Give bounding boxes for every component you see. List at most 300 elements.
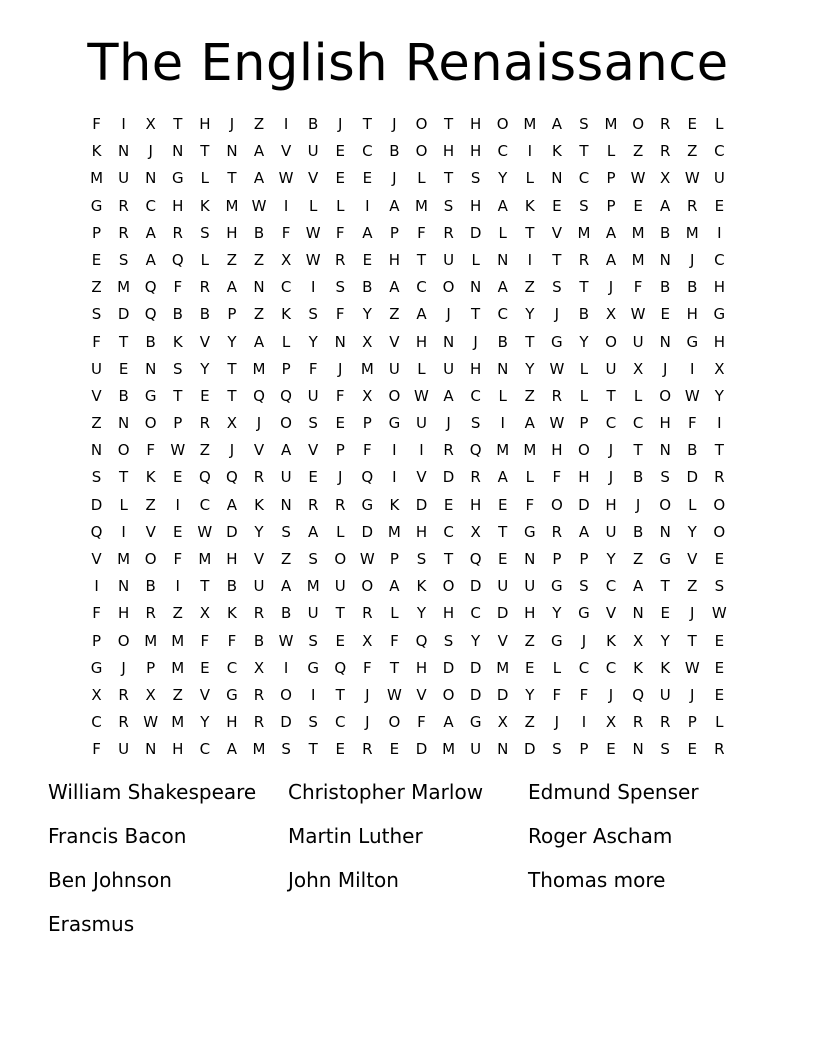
grid-letter: I xyxy=(581,713,587,732)
grid-letter: H xyxy=(442,142,455,161)
grid-letter: F xyxy=(173,278,183,297)
grid-letter: Y xyxy=(362,305,372,324)
grid-letter: W xyxy=(359,550,375,568)
grid-letter: O xyxy=(117,441,130,460)
grid-letter: H xyxy=(713,332,725,351)
grid-letter: M xyxy=(442,740,456,759)
grid-letter: C xyxy=(416,278,427,297)
grid-letter: F xyxy=(552,685,562,704)
grid-letter: Q xyxy=(226,468,238,487)
grid-letter: J xyxy=(690,685,695,704)
word-list-item: John Milton xyxy=(288,868,399,892)
grid-letter: J xyxy=(581,631,587,650)
grid-letter: Z xyxy=(389,305,400,324)
grid-letter: R xyxy=(659,713,671,732)
grid-letter: O xyxy=(144,414,157,433)
grid-letter: N xyxy=(497,359,509,378)
grid-row xyxy=(83,546,733,573)
grid-letter: F xyxy=(363,441,372,460)
grid-letter: Y xyxy=(660,631,670,650)
grid-letter: F xyxy=(417,713,426,732)
word-list xyxy=(48,772,768,948)
grid-letter: Y xyxy=(498,169,508,188)
grid-letter: O xyxy=(659,495,672,514)
grid-letter: J xyxy=(446,414,451,433)
grid-letter: A xyxy=(497,278,508,297)
grid-letter: V xyxy=(280,142,292,161)
grid-letter: D xyxy=(415,740,428,759)
grid-letter: O xyxy=(415,142,428,161)
grid-row xyxy=(83,519,733,546)
grid-letter: R xyxy=(199,414,211,433)
grid-letter: P xyxy=(362,414,372,433)
grid-letter: I xyxy=(419,441,424,460)
grid-letter: V xyxy=(308,441,319,460)
grid-letter: X xyxy=(714,359,725,378)
grid-letter: U xyxy=(443,250,455,269)
grid-letter: H xyxy=(117,604,130,623)
grid-letter: J xyxy=(635,495,641,514)
grid-letter: G xyxy=(307,658,319,677)
grid-letter: T xyxy=(443,169,454,188)
grid-letter: H xyxy=(469,359,482,378)
grid-letter: T xyxy=(335,604,345,623)
grid-letter: E xyxy=(687,740,697,759)
grid-letter: O xyxy=(388,386,401,405)
grid-letter: R xyxy=(335,495,346,514)
grid-letter: P xyxy=(606,196,616,215)
grid-letter: B xyxy=(253,223,265,242)
grid-letter: M xyxy=(415,196,428,215)
grid-letter: R xyxy=(335,250,346,269)
grid-letter: U xyxy=(280,468,292,487)
grid-letter: F xyxy=(579,685,589,704)
grid-letter: P xyxy=(146,658,156,677)
grid-letter: N xyxy=(659,522,671,541)
grid-letter: E xyxy=(714,196,725,215)
grid-letter: T xyxy=(200,142,210,161)
grid-letter: W xyxy=(684,658,700,677)
grid-letter: H xyxy=(524,604,536,623)
grid-letter: F xyxy=(92,604,101,623)
grid-letter: R xyxy=(118,196,129,215)
grid-letter: Y xyxy=(579,332,589,351)
grid-letter: A xyxy=(226,740,238,759)
grid-letter: G xyxy=(551,577,563,596)
grid-letter: U xyxy=(470,740,482,759)
grid-letter: X xyxy=(280,250,292,269)
grid-letter: D xyxy=(578,495,590,514)
grid-letter: R xyxy=(118,713,129,732)
grid-letter: M xyxy=(577,223,591,242)
grid-letter: A xyxy=(443,713,454,732)
word-list-item: Christopher Marlow xyxy=(288,780,484,804)
grid-letter: E xyxy=(173,468,183,487)
grid-letter: V xyxy=(416,685,427,704)
grid-letter: B xyxy=(660,223,671,242)
grid-letter: D xyxy=(226,522,238,541)
grid-letter: T xyxy=(416,250,427,269)
grid-letter: A xyxy=(280,577,292,596)
grid-letter: A xyxy=(389,278,400,297)
grid-letter: Z xyxy=(226,250,238,269)
grid-letter: A xyxy=(660,196,671,215)
grid-letter: X xyxy=(470,522,481,541)
grid-letter: R xyxy=(172,223,183,242)
grid-letter: A xyxy=(551,115,562,133)
grid-letter: E xyxy=(91,250,102,269)
grid-letter: Z xyxy=(687,142,698,161)
grid-letter: N xyxy=(172,142,184,161)
grid-letter: S xyxy=(660,468,670,487)
grid-letter: W xyxy=(386,685,402,704)
grid-letter: L xyxy=(579,359,589,378)
grid-letter: J xyxy=(690,250,695,269)
grid-letter: Y xyxy=(525,359,535,378)
grid-letter: O xyxy=(280,685,292,704)
grid-letter: J xyxy=(229,115,235,133)
grid-letter: P xyxy=(281,359,291,378)
grid-letter: C xyxy=(335,713,346,732)
grid-letter: R xyxy=(253,713,265,732)
grid-letter: R xyxy=(659,115,671,133)
grid-letter: U xyxy=(253,577,265,596)
grid-letter: O xyxy=(632,115,644,133)
grid-letter: O xyxy=(442,278,455,297)
grid-letter: N xyxy=(632,740,644,759)
grid-letter: T xyxy=(633,441,643,460)
grid-letter: Z xyxy=(632,142,644,161)
grid-letter: H xyxy=(469,495,482,514)
grid-letter: F xyxy=(552,468,562,487)
grid-letter: R xyxy=(714,740,725,759)
grid-letter: V xyxy=(253,441,265,460)
word-search-grid xyxy=(83,111,733,764)
grid-letter: E xyxy=(200,386,210,405)
grid-letter: T xyxy=(335,685,345,704)
grid-letter: B xyxy=(308,115,319,133)
grid-letter: L xyxy=(579,386,589,405)
grid-letter: R xyxy=(118,223,129,242)
grid-letter: J xyxy=(392,169,397,188)
grid-row xyxy=(83,329,733,356)
grid-letter: Z xyxy=(632,550,644,568)
grid-letter: I xyxy=(283,196,289,215)
grid-letter: M xyxy=(117,550,131,568)
grid-letter: A xyxy=(632,577,644,596)
grid-letter: A xyxy=(226,495,238,514)
grid-row xyxy=(83,111,733,138)
grid-letter: J xyxy=(338,468,343,487)
grid-letter: U xyxy=(415,414,427,433)
grid-letter: H xyxy=(578,468,590,487)
grid-letter: C xyxy=(443,522,454,541)
grid-letter: V xyxy=(91,550,102,568)
grid-letter: L xyxy=(336,522,345,541)
grid-letter: E xyxy=(714,658,725,677)
grid-letter: H xyxy=(659,414,671,433)
grid-letter: Q xyxy=(280,386,292,405)
grid-letter: Q xyxy=(469,441,482,460)
grid-letter: M xyxy=(387,522,401,541)
grid-letter: R xyxy=(253,468,265,487)
grid-letter: Q xyxy=(253,386,265,405)
grid-letter: L xyxy=(119,495,128,514)
grid-row xyxy=(83,138,733,165)
grid-letter: X xyxy=(605,305,617,324)
grid-letter: R xyxy=(578,250,590,269)
grid-letter: M xyxy=(496,658,510,677)
grid-letter: M xyxy=(171,658,185,677)
grid-letter: A xyxy=(253,169,265,188)
grid-letter: Y xyxy=(525,305,535,324)
grid-letter: O xyxy=(388,713,401,732)
grid-letter: H xyxy=(551,441,563,460)
grid-letter: S xyxy=(308,550,318,568)
grid-letter: U xyxy=(388,359,400,378)
grid-letter: V xyxy=(308,169,319,188)
grid-letter: M xyxy=(117,278,131,297)
grid-letter: V xyxy=(253,550,265,568)
grid-letter: J xyxy=(446,305,451,324)
grid-letter: O xyxy=(713,495,726,514)
grid-letter: S xyxy=(308,305,318,324)
grid-letter: S xyxy=(281,740,291,759)
grid-letter: W xyxy=(251,196,267,215)
grid-letter: N xyxy=(280,495,292,514)
grid-letter: Y xyxy=(227,332,237,351)
grid-letter: T xyxy=(687,631,697,650)
grid-letter: E xyxy=(362,169,373,188)
grid-letter: Z xyxy=(687,577,698,596)
grid-letter: D xyxy=(524,740,536,759)
grid-letter: J xyxy=(662,359,668,378)
grid-letter: N xyxy=(659,250,671,269)
grid-letter: D xyxy=(469,577,482,596)
grid-letter: E xyxy=(335,142,345,161)
grid-letter: M xyxy=(631,223,645,242)
grid-row xyxy=(83,356,733,383)
grid-letter: E xyxy=(660,604,670,623)
grid-letter: A xyxy=(362,223,373,242)
grid-letter: B xyxy=(226,577,238,596)
grid-letter: R xyxy=(145,604,156,623)
grid-row xyxy=(83,492,733,519)
grid-letter: C xyxy=(605,658,617,677)
grid-letter: T xyxy=(443,550,454,568)
grid-letter: Q xyxy=(144,278,157,297)
grid-row xyxy=(83,247,733,274)
grid-letter: B xyxy=(578,305,590,324)
grid-letter: Y xyxy=(308,332,318,351)
grid-letter: L xyxy=(552,658,562,677)
grid-letter: N xyxy=(145,740,157,759)
grid-letter: N xyxy=(551,169,563,188)
grid-letter: G xyxy=(469,713,482,732)
grid-letter: X xyxy=(226,414,238,433)
grid-letter: R xyxy=(470,468,481,487)
grid-row xyxy=(83,573,733,600)
grid-letter: N xyxy=(145,169,157,188)
grid-letter: O xyxy=(415,115,428,133)
grid-letter: P xyxy=(227,305,237,324)
grid-letter: B xyxy=(253,631,265,650)
grid-letter: Q xyxy=(198,468,211,487)
grid-letter: V xyxy=(551,223,562,242)
grid-letter: I xyxy=(392,441,397,460)
grid-letter: F xyxy=(687,414,697,433)
grid-letter: C xyxy=(91,713,102,732)
grid-letter: M xyxy=(171,631,185,650)
grid-letter: W xyxy=(170,441,186,460)
grid-letter: V xyxy=(199,332,210,351)
grid-letter: G xyxy=(171,169,184,188)
grid-letter: H xyxy=(442,604,455,623)
grid-letter: M xyxy=(631,250,645,269)
grid-letter: L xyxy=(606,142,616,161)
grid-letter: Y xyxy=(416,604,427,623)
grid-letter: D xyxy=(686,468,699,487)
grid-letter: B xyxy=(362,278,373,297)
grid-letter: E xyxy=(714,685,725,704)
grid-letter: V xyxy=(91,386,102,405)
grid-letter: R xyxy=(714,468,725,487)
grid-letter: A xyxy=(605,250,617,269)
grid-letter: M xyxy=(90,169,104,188)
word-list-item: Thomas more xyxy=(528,868,666,892)
grid-letter: C xyxy=(199,740,211,759)
grid-letter: Z xyxy=(524,713,535,732)
page-title: The English Renaissance xyxy=(87,34,729,93)
grid-letter: W xyxy=(143,713,159,732)
grid-letter: Z xyxy=(280,550,292,568)
grid-letter: A xyxy=(605,223,617,242)
grid-letter: E xyxy=(118,359,129,378)
grid-letter: G xyxy=(361,495,374,514)
grid-letter: Z xyxy=(172,685,183,704)
grid-letter: D xyxy=(469,685,482,704)
word-list-item: Edmund Spenser xyxy=(528,780,699,804)
grid-letter: G xyxy=(226,685,238,704)
grid-letter: Q xyxy=(361,468,374,487)
grid-letter: W xyxy=(630,305,646,324)
grid-letter: L xyxy=(417,359,426,378)
grid-letter: N xyxy=(524,550,536,568)
grid-letter: H xyxy=(172,740,184,759)
grid-letter: D xyxy=(469,658,482,677)
grid-letter: J xyxy=(365,713,370,732)
grid-letter: D xyxy=(442,468,455,487)
grid-letter: I xyxy=(121,522,126,541)
grid-letter: D xyxy=(442,658,455,677)
grid-letter: K xyxy=(145,468,156,487)
grid-letter: M xyxy=(523,441,537,460)
grid-letter: N xyxy=(334,332,346,351)
grid-letter: I xyxy=(527,250,532,269)
grid-letter: J xyxy=(338,359,343,378)
grid-letter: O xyxy=(334,550,347,568)
grid-letter: C xyxy=(578,658,590,677)
grid-letter: L xyxy=(715,115,724,133)
grid-letter: Q xyxy=(334,658,347,677)
grid-letter: W xyxy=(630,169,646,188)
grid-letter: D xyxy=(90,495,103,514)
grid-letter: A xyxy=(280,441,292,460)
grid-letter: N xyxy=(659,441,671,460)
grid-letter: S xyxy=(200,223,210,242)
grid-letter: D xyxy=(415,495,428,514)
grid-letter: O xyxy=(117,631,130,650)
grid-letter: P xyxy=(92,223,102,242)
grid-letter: U xyxy=(713,169,725,188)
grid-letter: F xyxy=(146,441,156,460)
grid-letter: E xyxy=(335,414,345,433)
grid-letter: N xyxy=(253,278,265,297)
grid-letter: M xyxy=(171,713,185,732)
grid-letter: Q xyxy=(171,250,184,269)
grid-letter: Z xyxy=(253,305,265,324)
grid-letter: U xyxy=(91,359,103,378)
word-list-item: Ben Johnson xyxy=(48,868,172,892)
grid-letter: O xyxy=(550,495,563,514)
grid-letter: U xyxy=(307,386,319,405)
grid-letter: S xyxy=(579,115,589,133)
grid-letter: M xyxy=(252,740,266,759)
grid-letter: U xyxy=(307,142,319,161)
grid-letter: T xyxy=(579,278,589,297)
grid-letter: P xyxy=(606,169,616,188)
grid-letter: E xyxy=(525,658,535,677)
grid-letter: P xyxy=(552,550,562,568)
grid-letter: G xyxy=(686,332,699,351)
grid-letter: A xyxy=(497,196,508,215)
grid-letter: S xyxy=(308,631,318,650)
grid-letter: E xyxy=(687,115,697,133)
grid-letter: T xyxy=(173,386,183,405)
grid-letter: W xyxy=(278,169,294,188)
grid-letter: J xyxy=(148,142,153,161)
grid-letter: S xyxy=(281,522,291,541)
grid-letter: R xyxy=(253,604,265,623)
grid-letter: L xyxy=(281,332,291,351)
grid-letter: M xyxy=(198,550,212,568)
word-list-item: Erasmus xyxy=(48,912,135,936)
grid-letter: R xyxy=(118,685,129,704)
grid-letter: G xyxy=(523,522,536,541)
grid-letter: O xyxy=(442,685,455,704)
grid-letter: C xyxy=(497,305,508,324)
grid-letter: F xyxy=(281,223,291,242)
grid-letter: Q xyxy=(144,305,157,324)
grid-letter: C xyxy=(470,386,481,405)
grid-letter: L xyxy=(471,250,480,269)
grid-letter: J xyxy=(608,468,614,487)
grid-letter: T xyxy=(227,169,237,188)
grid-letter: A xyxy=(578,522,590,541)
grid-letter: R xyxy=(253,685,265,704)
grid-letter: N xyxy=(497,250,509,269)
grid-letter: R xyxy=(362,604,373,623)
grid-letter: W xyxy=(278,631,294,650)
grid-letter: P xyxy=(173,414,183,433)
grid-letter: O xyxy=(496,115,509,133)
grid-letter: E xyxy=(714,550,725,568)
grid-row xyxy=(83,274,733,301)
grid-letter: R xyxy=(362,740,373,759)
grid-letter: U xyxy=(118,740,130,759)
grid-letter: Z xyxy=(524,631,535,650)
grid-row xyxy=(83,682,733,709)
